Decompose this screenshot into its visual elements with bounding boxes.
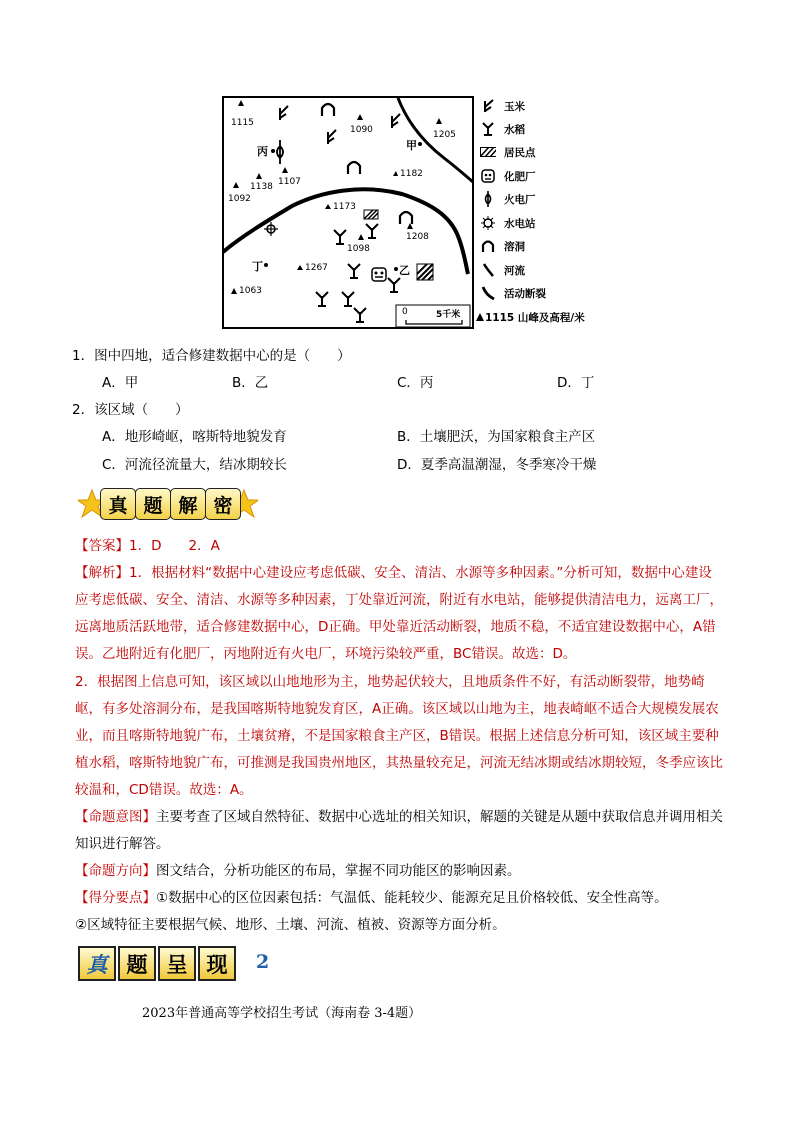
direction-text: 图文结合，分析功能区的布局，掌握不同功能区的影响因素。 bbox=[156, 863, 521, 879]
answer-tag: 【答案】 bbox=[75, 538, 129, 554]
banner-tile: 解 bbox=[170, 488, 206, 520]
legend-item: 河流 bbox=[480, 260, 525, 280]
peak-label: 1138 bbox=[250, 182, 273, 192]
banner-tile: 呈 bbox=[158, 946, 196, 981]
intent-tag: 【命题意图】 bbox=[75, 809, 156, 825]
peak-label: 1098 bbox=[347, 244, 370, 254]
peak-label: 1115 bbox=[231, 118, 254, 128]
peak-label: 1107 bbox=[278, 177, 301, 187]
direction-tag: 【命题方向】 bbox=[75, 863, 156, 879]
banner-tile: 现 bbox=[198, 946, 236, 981]
fertilizer-plant-icon bbox=[372, 268, 386, 281]
rice-icon bbox=[480, 121, 496, 137]
analysis-block-2 bbox=[75, 669, 725, 804]
analysis-paragraph-1: 1．根据材料“数据中心建设应考虑低碳、安全、清洁、水源等多种因素。”分析可知，数据中心建设应考虑低碳、安全、清洁、水源等多种因素，丁处靠近河流，附近有水电站，能够提供清洁电力，远离工厂，远离地质活跃地带，适合修建数据中心，D正确。甲处靠近活动断裂，地质不稳，不适宜建设数据中心，A错误。乙地附近有化肥厂，丙地附近有火电厂，环境污染较严重，BC错误。故选：D。 bbox=[75, 565, 723, 662]
legend-item: 水稻 bbox=[480, 119, 525, 139]
settlement-icon bbox=[480, 144, 496, 160]
place-yi: 乙 bbox=[399, 264, 410, 277]
banner-tile: 题 bbox=[118, 946, 156, 981]
map-legend bbox=[480, 96, 590, 330]
place-ding: 丁 bbox=[252, 260, 263, 273]
settlement-icon bbox=[417, 264, 433, 280]
fertilizer-plant-icon bbox=[480, 168, 496, 184]
peak-label: 1205 bbox=[433, 130, 456, 140]
analysis-block bbox=[75, 560, 725, 668]
analysis-tag: 【解析】 bbox=[75, 565, 129, 581]
intent-text: 主要考查了区域自然特征、数据中心选址的相关知识，解题的关键是从题中获取信息并调用相关知识进行解答。 bbox=[75, 809, 723, 852]
question-1-option-c[interactable]: C．丙 bbox=[397, 375, 434, 391]
points-text-2: ②区域特征主要根据气候、地形、土壤、河流、植被、资源等方面分析。 bbox=[75, 917, 506, 933]
peak-label: 1092 bbox=[228, 194, 251, 204]
hydro-station-icon bbox=[480, 215, 496, 231]
question-1-stem: 1．图中四地，适合修建数据中心的是（ ） bbox=[72, 348, 351, 364]
banner-tile: 真 bbox=[100, 488, 136, 520]
scale-zero: 0 bbox=[402, 307, 408, 317]
question-1-option-d[interactable]: D．丁 bbox=[557, 375, 595, 391]
points-tag: 【得分要点】 bbox=[75, 890, 156, 906]
settlement-icon bbox=[364, 210, 378, 219]
legend-item: 玉米 bbox=[480, 96, 525, 116]
legend-item: 化肥厂 bbox=[480, 166, 536, 186]
points-text-1: ①数据中心的区位因素包括：气温低、能耗较少、能源充足且价格较低、安全性高等。 bbox=[156, 890, 668, 906]
peak-label: 1090 bbox=[350, 125, 373, 135]
question-2-stem: 2．该区域（ ） bbox=[72, 402, 189, 418]
legend-item: 火电厂 bbox=[480, 189, 536, 209]
answer-text: 1．D 2．A bbox=[129, 538, 220, 554]
legend-item: 溶洞 bbox=[480, 236, 525, 256]
banner-tile: 密 bbox=[205, 488, 241, 520]
peak-label: 1267 bbox=[305, 263, 328, 273]
legend-item: 1115 山峰及高程/米 bbox=[476, 307, 585, 327]
peak-icon bbox=[476, 309, 484, 325]
question-2-option-d[interactable]: D．夏季高温潮湿，冬季寒冷干燥 bbox=[397, 457, 597, 473]
cave-icon bbox=[480, 238, 496, 254]
question-1-option-a[interactable]: A．甲 bbox=[102, 375, 139, 391]
points-block bbox=[75, 885, 725, 939]
place-jia: 甲 bbox=[406, 139, 417, 152]
map-figure bbox=[222, 96, 474, 329]
answer-line bbox=[75, 533, 725, 560]
scale-label: 5千米 bbox=[436, 310, 461, 320]
peak-label: 1063 bbox=[239, 286, 262, 296]
question-2-option-a[interactable]: A．地形崎岖，喀斯特地貌发育 bbox=[102, 429, 287, 445]
intent-block bbox=[75, 804, 725, 858]
fault-icon bbox=[480, 285, 496, 301]
banner-number: 2 bbox=[256, 951, 270, 973]
question-2-option-c[interactable]: C．河流径流量大，结冰期较长 bbox=[102, 457, 287, 473]
banner-tile: 真 bbox=[78, 946, 116, 981]
peak-label: 1182 bbox=[400, 169, 423, 179]
question-1-option-b[interactable]: B．乙 bbox=[232, 375, 269, 391]
river-icon bbox=[480, 262, 496, 278]
peak-label: 1208 bbox=[406, 232, 429, 242]
banner-tile: 题 bbox=[135, 488, 171, 520]
direction-block bbox=[75, 858, 725, 885]
legend-item: 居民点 bbox=[480, 142, 536, 162]
question-2-option-b[interactable]: B．土壤肥沃，为国家粮食主产区 bbox=[397, 429, 596, 445]
analysis-paragraph-2: 2．根据图上信息可知，该区域以山地地形为主，地势起伏较大，且地质条件不好，有活动断裂带，地势崎岖，有多处溶洞分布，是我国喀斯特地貌发育区，A正确。该区域以山地为主，地表崎岖不适合大规模发展农业，而且喀斯特地貌广布，土壤贫瘠，不是国家粮食主产区，B错误。根据上述信息分析可知，该区域主要种植水稻，喀斯特地貌广布，可推测是我国贵州地区，其热量较充足，河流无结冰期或结冰期较短，冬季应该比较温和，CD错误。故选：A。 bbox=[75, 674, 723, 798]
legend-item: 水电站 bbox=[480, 213, 536, 233]
corn-icon bbox=[480, 98, 496, 114]
section-banner-questions bbox=[78, 945, 278, 981]
section-banner-analysis bbox=[78, 484, 258, 524]
peak-label: 1173 bbox=[333, 202, 356, 212]
thermal-plant-icon bbox=[480, 191, 496, 207]
exam-source: 2023年普通高等学校招生考试（海南卷 3-4题） bbox=[142, 1006, 422, 1021]
place-bing: 丙 bbox=[257, 145, 268, 158]
legend-item: 活动断裂 bbox=[480, 283, 546, 303]
